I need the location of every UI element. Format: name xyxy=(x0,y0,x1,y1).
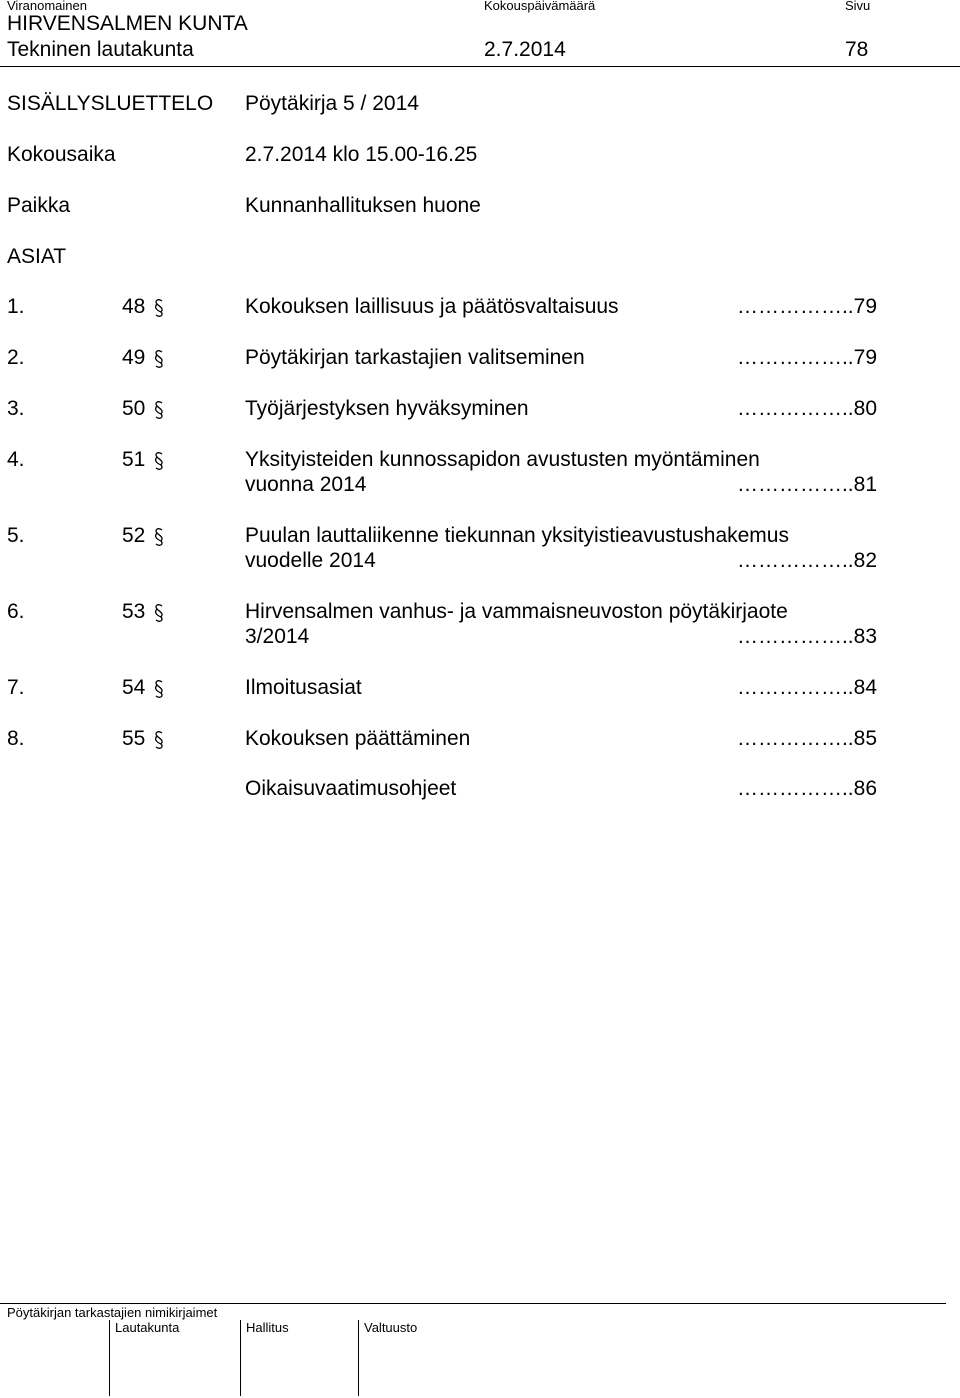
meeting-date: 2.7.2014 xyxy=(484,38,566,61)
signature-divider-2 xyxy=(240,1320,241,1396)
entry-title: Kokouksen laillisuus ja päätösvaltaisuus xyxy=(245,295,619,318)
page-number: 78 xyxy=(845,38,869,61)
signature-divider-3 xyxy=(358,1320,359,1396)
meeting-time-value: 2.7.2014 klo 15.00-16.25 xyxy=(245,143,478,166)
entry-title: Puulan lauttaliikenne tiekunnan yksityistieavustushakemus xyxy=(245,524,789,547)
section-sign-icon xyxy=(152,730,166,750)
section-sign-icon xyxy=(152,527,166,547)
entry-page: ……………..82 xyxy=(736,549,877,572)
meeting-place-label: Paikka xyxy=(7,194,71,217)
appeal-instructions-entry xyxy=(7,777,877,807)
section-number: 51 xyxy=(122,448,146,471)
section-sign-icon xyxy=(152,349,166,369)
entry-section xyxy=(122,448,145,472)
entry-section xyxy=(122,676,145,700)
entry-number: 1. xyxy=(7,295,25,318)
header-divider xyxy=(0,66,960,67)
entry-title-cont: vuonna 2014 xyxy=(245,473,367,496)
toc-entry xyxy=(7,524,877,576)
toc-title: SISÄLLYSLUETTELO xyxy=(7,92,214,115)
section-number: 53 xyxy=(122,600,146,623)
section-number: 48 xyxy=(122,295,146,318)
entry-page: ……………..79 xyxy=(736,295,877,318)
section-number: 55 xyxy=(122,727,146,750)
section-sign-icon xyxy=(152,603,166,623)
entry-page: ……………..80 xyxy=(736,397,877,420)
signatures-label: Pöytäkirjan tarkastajien nimikirjaimet xyxy=(7,1305,218,1320)
footer-divider xyxy=(0,1303,946,1304)
entry-title: Kokouksen päättäminen xyxy=(245,727,471,750)
toc-entry xyxy=(7,397,877,449)
meeting-place-value: Kunnanhallituksen huone xyxy=(245,194,481,217)
entry-section xyxy=(122,524,145,548)
section-number: 50 xyxy=(122,397,146,420)
entry-title: Hirvensalmen vanhus- ja vammaisneuvoston pöytäkirjaote xyxy=(245,600,788,623)
entry-section xyxy=(122,346,145,370)
signature-col-board: Lautakunta xyxy=(115,1320,180,1335)
signature-divider-1 xyxy=(109,1320,110,1396)
toc-entry xyxy=(7,600,877,652)
header-label-date: Kokouspäivämäärä xyxy=(484,0,596,13)
entry-title: Yksityisteiden kunnossapidon avustusten myöntäminen xyxy=(245,448,760,471)
entry-page: ……………..85 xyxy=(736,727,877,750)
appeal-page: ……………..86 xyxy=(736,777,877,800)
section-sign-icon xyxy=(152,451,166,471)
signature-col-government: Hallitus xyxy=(246,1320,289,1335)
entry-section xyxy=(122,397,145,421)
entry-page: ……………..83 xyxy=(736,625,877,648)
section-sign-icon xyxy=(152,400,166,420)
section-sign-icon xyxy=(152,298,166,318)
entry-number: 6. xyxy=(7,600,25,623)
minutes-number: Pöytäkirja 5 / 2014 xyxy=(245,92,419,115)
entry-page: ……………..84 xyxy=(736,676,877,699)
entry-number: 8. xyxy=(7,727,25,750)
section-number: 52 xyxy=(122,524,146,547)
municipality-name: HIRVENSALMEN KUNTA xyxy=(7,12,248,35)
toc-entry xyxy=(7,295,877,347)
meeting-time-label: Kokousaika xyxy=(7,143,116,166)
entry-title: Pöytäkirjan tarkastajien valitseminen xyxy=(245,346,585,369)
signature-col-council: Valtuusto xyxy=(364,1320,418,1335)
entry-number: 2. xyxy=(7,346,25,369)
entry-section xyxy=(122,295,145,319)
entry-page: ……………..79 xyxy=(736,346,877,369)
section-sign-icon xyxy=(152,679,166,699)
entry-number: 7. xyxy=(7,676,25,699)
entry-page: ……………..81 xyxy=(736,473,877,496)
entry-section xyxy=(122,600,145,624)
toc-entry xyxy=(7,448,877,500)
entry-title-cont: 3/2014 xyxy=(245,625,310,648)
toc-entry xyxy=(7,676,877,728)
header-label-authority: Viranomainen xyxy=(7,0,87,13)
board-name: Tekninen lautakunta xyxy=(7,38,194,61)
entry-title: Työjärjestyksen hyväksyminen xyxy=(245,397,529,420)
entry-section xyxy=(122,727,145,751)
entry-number: 3. xyxy=(7,397,25,420)
section-number: 54 xyxy=(122,676,146,699)
entry-number: 5. xyxy=(7,524,25,547)
toc-entry xyxy=(7,346,877,398)
entry-number: 4. xyxy=(7,448,25,471)
items-heading: ASIAT xyxy=(7,245,67,268)
toc-entry xyxy=(7,727,877,779)
entry-title-cont: vuodelle 2014 xyxy=(245,549,376,572)
entry-title: Ilmoitusasiat xyxy=(245,676,362,699)
header-label-page: Sivu xyxy=(845,0,871,13)
section-number: 49 xyxy=(122,346,146,369)
appeal-title: Oikaisuvaatimusohjeet xyxy=(245,777,457,800)
